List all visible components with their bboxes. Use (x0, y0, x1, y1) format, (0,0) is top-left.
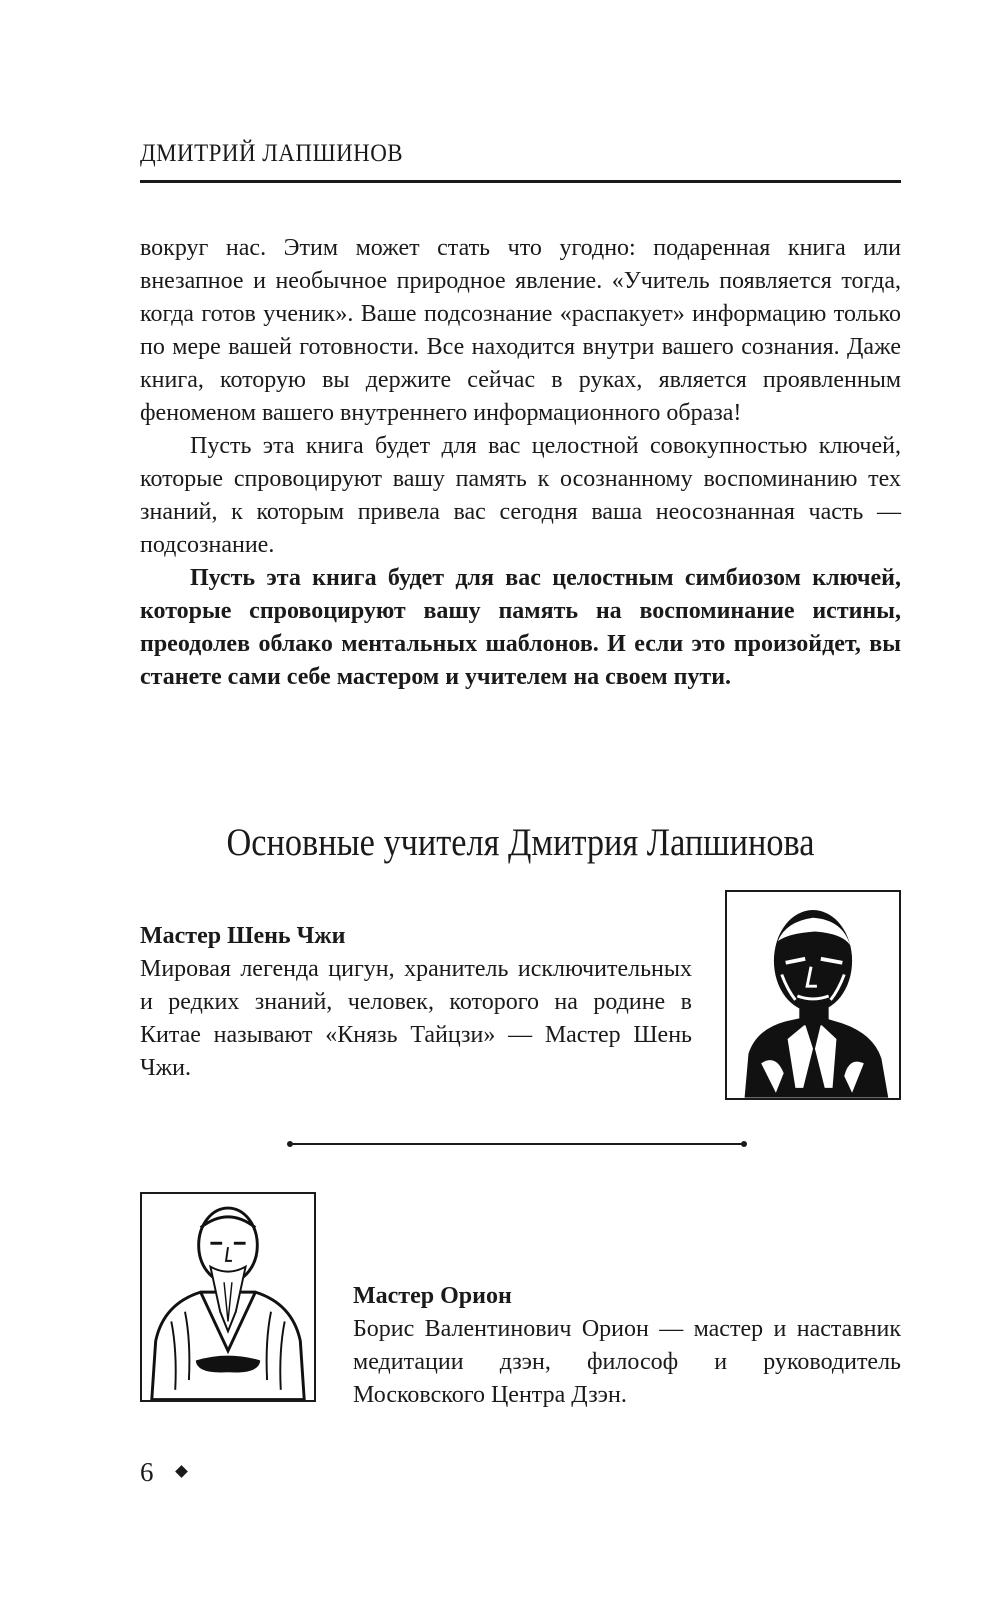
portrait-elder-illustration (142, 1194, 314, 1400)
running-head: ДМИТРИЙ ЛАПШИНОВ (140, 140, 404, 167)
divider-line (291, 1143, 743, 1145)
teacher-description: Мировая легенда цигун, хранитель исключительных и редких знаний, человек, которого на родине в Китае называют «Князь Тайцзи» — Мастер Шень Чжи. (140, 956, 692, 1081)
page-number-diamond-ornament (175, 1465, 188, 1478)
teacher-shen-chzhi (140, 920, 692, 1085)
teacher-orion (353, 1280, 901, 1412)
portrait-shen-chzhi (725, 890, 901, 1100)
paragraph-3-bold: Пусть эта книга будет для вас целостным симбиозом ключей, которые спровоцируют вашу память на воспоминание истины, преодолев облако ментальных шаблонов. И если это произойдет, вы станете сами себе мастером и учителем на своем пути. (140, 565, 901, 690)
divider-dot-right (741, 1141, 747, 1147)
teacher-name: Мастер Шень Чжи (140, 923, 346, 949)
page-number: 6 (140, 1457, 154, 1487)
portrait-orion (140, 1192, 316, 1402)
body-text (140, 232, 901, 694)
section-divider (287, 1140, 747, 1148)
teacher-description: Борис Валентинович Орион — мастер и наставник медитации дзэн, философ и руководитель Московского Центра Дзэн. (353, 1316, 901, 1408)
header-rule (140, 180, 901, 183)
portrait-man-illustration (727, 892, 899, 1098)
section-title: Основные учителя Дмитрия Лапшинова (226, 821, 815, 864)
teacher-name: Мастер Орион (353, 1283, 512, 1309)
paragraph-2: Пусть эта книга будет для вас целостной совокупностью ключей, которые спровоцируют вашу память к осознанному воспоминанию тех знаний, к которым привела вас сегодня ваша неосознанная часть — подсознание. (140, 433, 901, 558)
paragraph-1: вокруг нас. Этим может стать что угодно: подаренная книга или внезапное и необычное природное явление. «Учитель появляется тогда, когда готов ученик». Ваше подсознание «распакует» информацию только по мере вашей готовности. Все находится внутри вашего сознания. Даже книга, которую вы держите сейчас в руках, является проявленным феноменом вашего внутреннего информационного образа! (140, 235, 901, 426)
